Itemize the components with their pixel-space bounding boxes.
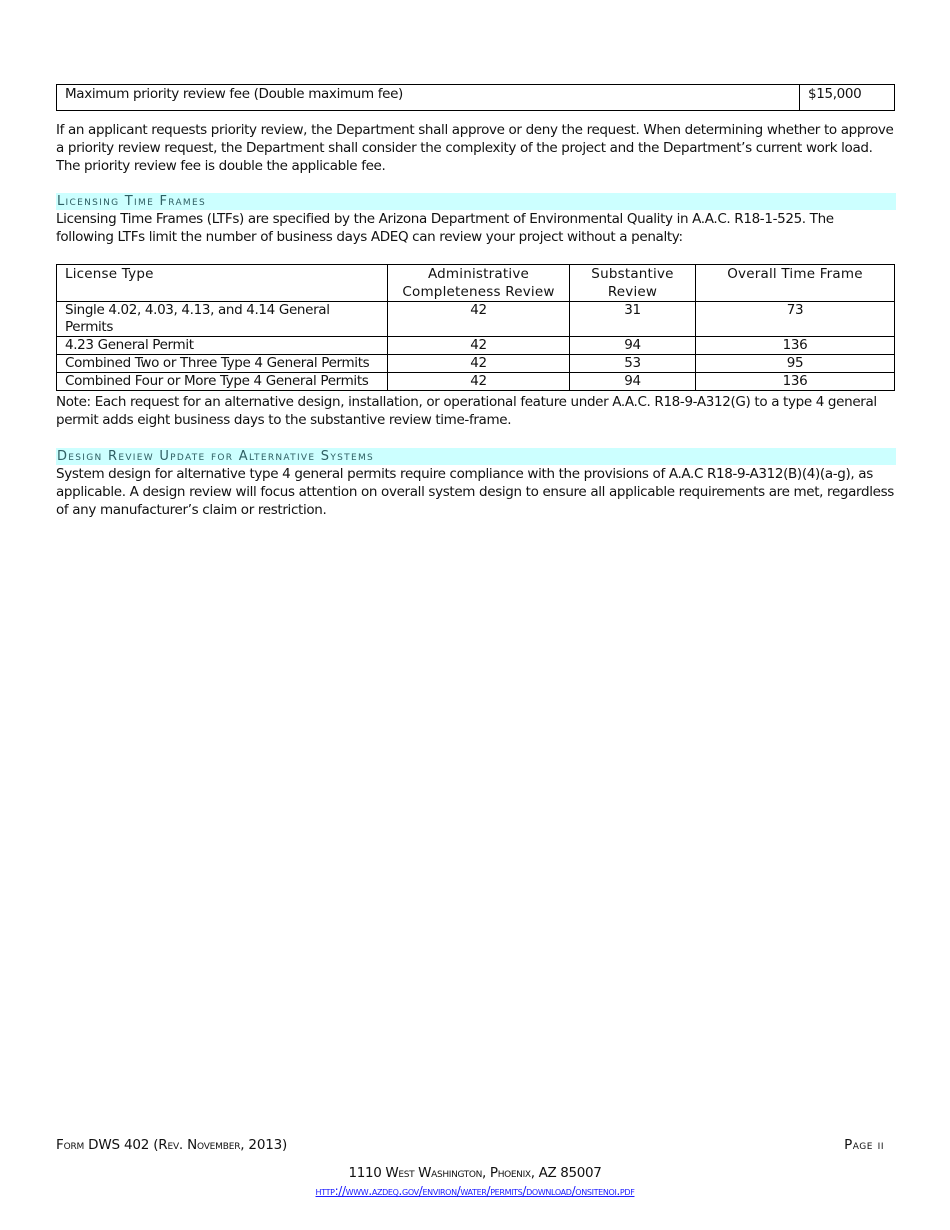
table-header-row xyxy=(57,265,895,302)
design-review-paragraph: System design for alternative type 4 general permits require compliance with the provisions of A.A.C R18-9-A312(B)(4)(a-g), as applicable. A design review will focus attention on overall system design to ensure all applicable requirements are met, regardless of any manufacturer’s claim or restriction. xyxy=(56,466,894,518)
priority-fee-table xyxy=(56,84,895,111)
ltf-note: Note: Each request for an alternative design, installation, or operational feature under A.A.C. R18-9-A312(G) to a type 4 general permit adds eight business days to the substantive review time-frame. xyxy=(56,394,877,428)
admin-review-cell: 42 xyxy=(388,355,570,373)
table-row xyxy=(57,373,895,391)
priority-review-paragraph: If an applicant requests priority review, the Department shall approve or deny the request. When determining whether to approve a priority review request, the Department shall consider the complexity of the project and the Department’s current work load. The priority review fee is double the applicable fee. xyxy=(56,122,894,174)
admin-review-cell: 42 xyxy=(388,337,570,355)
column-header-overall-time-frame: Overall Time Frame xyxy=(696,265,895,302)
form-number: Form DWS 402 (Rev. November, 2013) xyxy=(56,1137,288,1153)
column-header-license-type: License Type xyxy=(57,265,388,302)
license-type-cell: 4.23 General Permit xyxy=(57,337,388,355)
fee-amount-cell: $15,000 xyxy=(800,85,895,111)
table-row xyxy=(57,355,895,373)
column-header-admin-review: Administrative Completeness Review xyxy=(388,265,570,302)
table-row xyxy=(57,337,895,355)
footer-url-link[interactable]: http://www.azdeq.gov/environ/water/permits/download/onsitenoi.pdf xyxy=(315,1184,635,1198)
substantive-review-cell: 94 xyxy=(570,373,696,391)
license-type-cell: Combined Two or Three Type 4 General Permits xyxy=(57,355,388,373)
footer-address: 1110 West Washington, Phoenix, AZ 85007 xyxy=(348,1165,602,1181)
substantive-review-cell: 94 xyxy=(570,337,696,355)
substantive-review-cell: 53 xyxy=(570,355,696,373)
licensing-time-frames-heading: Licensing Time Frames xyxy=(56,193,896,210)
overall-time-frame-cell: 73 xyxy=(696,302,895,337)
design-review-heading: Design Review Update for Alternative Systems xyxy=(56,448,896,465)
overall-time-frame-cell: 136 xyxy=(696,373,895,391)
license-type-cell: Combined Four or More Type 4 General Permits xyxy=(57,373,388,391)
column-header-substantive-review: Substantive Review xyxy=(570,265,696,302)
page-number: Page ii xyxy=(844,1137,884,1153)
overall-time-frame-cell: 136 xyxy=(696,337,895,355)
table-row xyxy=(57,85,895,111)
licensing-paragraph: Licensing Time Frames (LTFs) are specified by the Arizona Department of Environmental Quality in A.A.C. R18-1-525. The following LTFs limit the number of business days ADEQ can review your project without a penalty: xyxy=(56,211,834,245)
admin-review-cell: 42 xyxy=(388,302,570,337)
fee-label-cell: Maximum priority review fee (Double maximum fee) xyxy=(57,85,800,111)
ltf-table xyxy=(56,264,895,391)
substantive-review-cell: 31 xyxy=(570,302,696,337)
overall-time-frame-cell: 95 xyxy=(696,355,895,373)
table-row xyxy=(57,302,895,337)
footer-url-container xyxy=(0,1184,950,1198)
license-type-cell: Single 4.02, 4.03, 4.13, and 4.14 General Permits xyxy=(57,302,388,337)
admin-review-cell: 42 xyxy=(388,373,570,391)
